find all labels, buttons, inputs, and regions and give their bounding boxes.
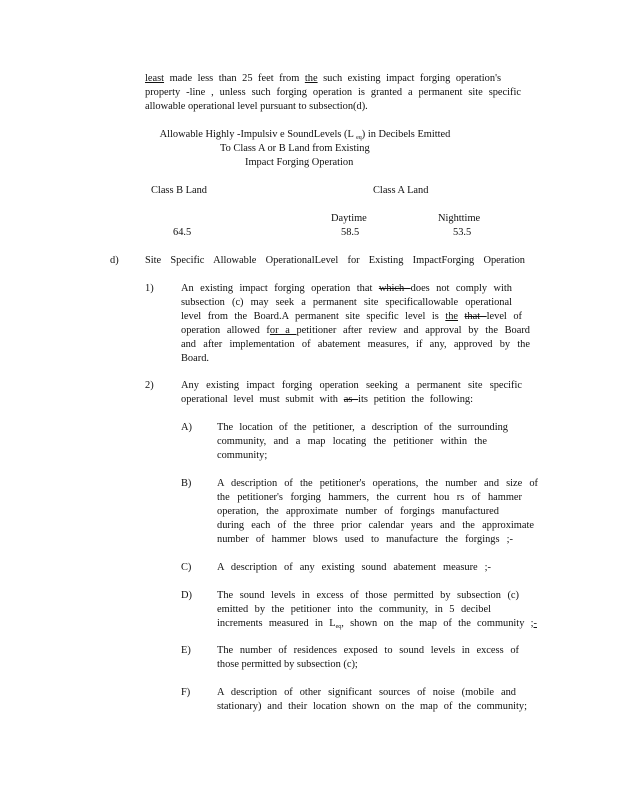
daytime-header: Daytime: [331, 213, 367, 224]
class-b-header: Class B Land: [151, 185, 207, 196]
table-title-line-3: Impact Forging Operation: [245, 157, 354, 168]
sub-b-line-3: operation, the approximate number of forgings manufactured: [217, 506, 499, 517]
sub-b-line-4: during each of the three prior calendar years and the approximate: [217, 520, 534, 531]
item-1-line-2: subsection (c) may seek a permanent site specificallowable operational: [181, 297, 512, 308]
item-1-line-1: An existing impact forging operation that which does not comply with: [181, 283, 512, 294]
sub-f-marker: F): [181, 687, 191, 698]
item-1-line-6: Board.: [181, 353, 209, 364]
class-a-header: Class A Land: [373, 185, 429, 196]
sub-a-line-2: community, and a map locating the petitioner within the: [217, 436, 487, 447]
inserted-word: the: [304, 73, 318, 84]
table-title-line-1: Allowable Highly -Impulsiv e SoundLevels (L $_{eq}$) in Decibels Emitted: [159, 129, 451, 141]
item-2-marker: 2): [145, 380, 154, 391]
inserted-word: the: [445, 311, 459, 322]
nighttime-value: 53.5: [453, 227, 472, 238]
section-d-heading: Site Specific Allowable OperationalLevel for Existing ImpactForging Operation: [145, 255, 525, 266]
deleted-word: which: [378, 283, 411, 294]
sub-b-marker: B): [181, 478, 192, 489]
sub-a-marker: A): [181, 422, 192, 433]
intro-line-2: property -line , unless such forging operation is granted a permanent site specific: [145, 87, 522, 98]
class-b-value: 64.5: [173, 227, 192, 238]
inserted-word: least: [145, 73, 165, 84]
sub-b-line-2: the petitioner's forging hammers, the current hou rs of hammer: [217, 492, 522, 503]
sub-e-line-1: The number of residences exposed to sound levels in excess of: [217, 645, 519, 656]
sub-e-line-2: those permitted by subsection (c);: [217, 659, 358, 670]
sub-c-line-1: A description of any existing sound abatement measure ;-: [217, 562, 491, 573]
item-1-line-4: operation allowed for a petitioner after review and approval by the Board: [181, 325, 530, 336]
deleted-word: that: [464, 311, 487, 322]
section-d-marker: d): [110, 255, 119, 266]
intro-line-1: least made less than 25 feet from the such existing impact forging operation's: [145, 73, 501, 84]
sub-d-line-2: emitted by the petitioner into the community, in 5 decibel: [217, 604, 491, 615]
item-2-line-2: operational level must submit with as its petition the following:: [181, 394, 473, 405]
item-1-line-5: and after implementation of abatement measures, if any, approved by the: [181, 339, 530, 350]
sub-c-marker: C): [181, 562, 192, 573]
item-1-marker: 1): [145, 283, 154, 294]
sub-d-marker: D): [181, 590, 192, 601]
inserted-word: or a: [269, 325, 297, 336]
sub-f-line-1: A description of other significant sources of noise (mobile and: [217, 687, 516, 698]
sub-b-line-1: A description of the petitioner's operations, the number and size of: [217, 478, 538, 489]
item-2-line-1: Any existing impact forging operation seeking a permanent site specific: [181, 380, 522, 391]
table-title-line-2: To Class A or B Land from Existing: [220, 143, 370, 154]
nighttime-header: Nighttime: [438, 213, 481, 224]
sub-e-marker: E): [181, 645, 191, 656]
sub-b-line-5: number of hammer blows used to manufacture the forgings ;-: [217, 534, 513, 545]
item-1-line-3: level from the Board.A permanent site specific level is the that level of: [181, 311, 522, 322]
sub-a-line-3: community;: [217, 450, 268, 461]
sub-d-line-1: The sound levels in excess of those permitted by subsection (c): [217, 590, 519, 601]
sub-a-line-1: The location of the petitioner, a description of the surrounding: [217, 422, 508, 433]
sub-d-line-3: increments measured in $L_{eq}$, shown on the map of the community ;-: [217, 618, 537, 630]
sub-f-line-2: stationary) and their location shown on the map of the community;: [217, 701, 527, 712]
deleted-word: as: [343, 394, 359, 405]
daytime-value: 58.5: [341, 227, 360, 238]
intro-line-3: allowable operational level pursuant to subsection(d).: [145, 101, 368, 112]
